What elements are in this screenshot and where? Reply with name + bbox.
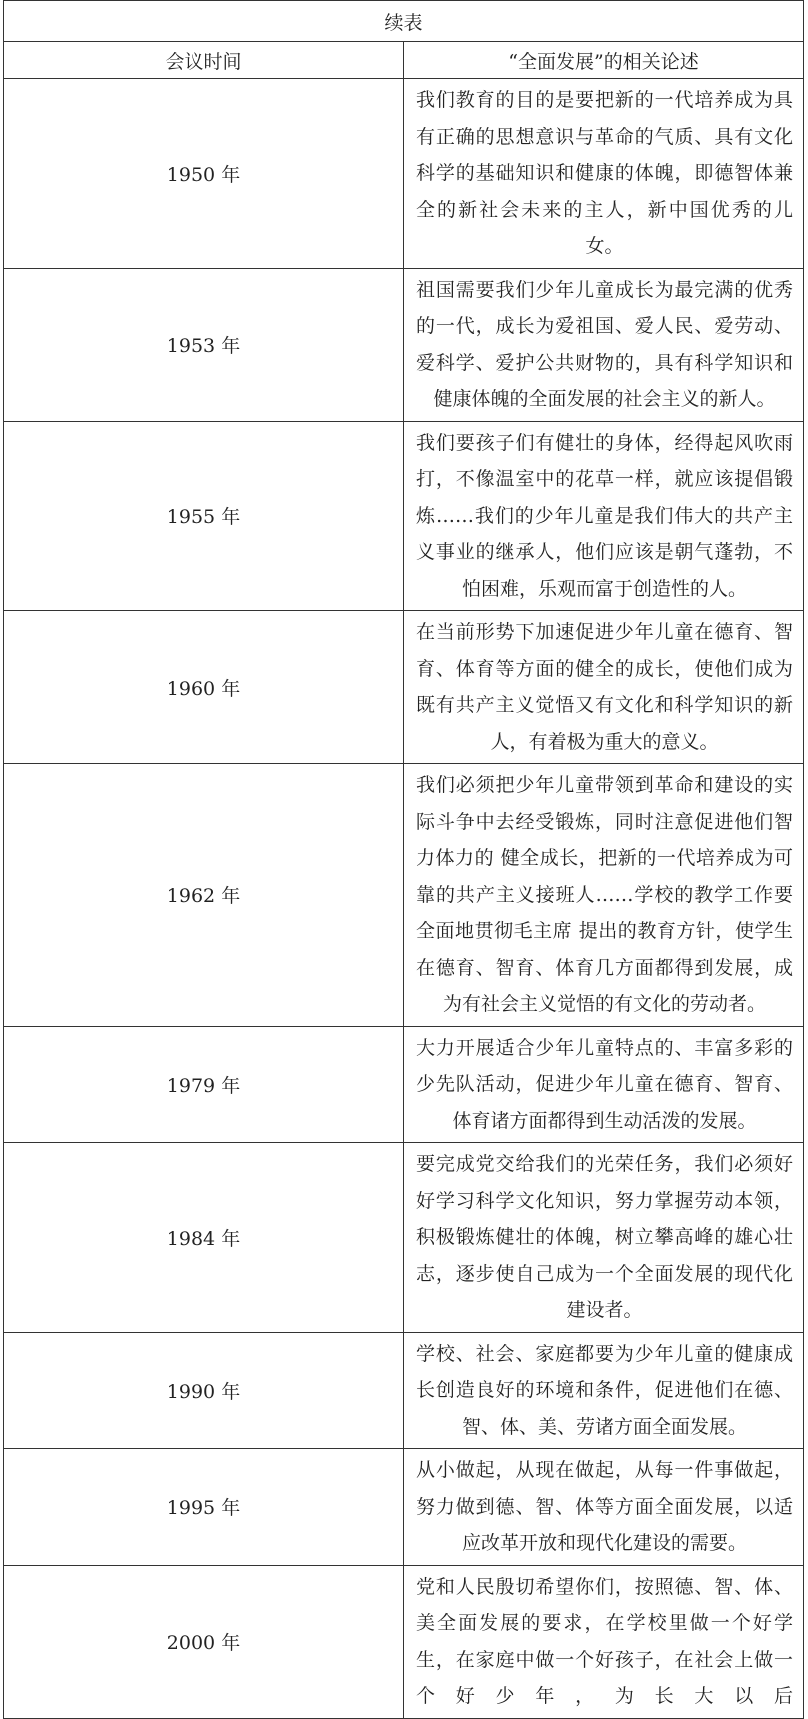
- year-cell: 1955 年: [4, 421, 404, 611]
- year-cell: 1953 年: [4, 268, 404, 421]
- statement-cell: 祖国需要我们少年儿童成长为最完满的优秀的一代，成长为爱祖国、爱人民、爱劳动、爱科学、爱护公共财物的，具有科学知识和健康体魄的全面发展的社会主义的新人。: [404, 268, 804, 421]
- year-cell: 1950 年: [4, 79, 404, 269]
- year-cell: 1979 年: [4, 1026, 404, 1143]
- statement-cell: 要完成党交给我们的光荣任务，我们必须好好学习科学文化知识，努力掌握劳动本领，积极锻炼健壮的体魄，树立攀高峰的雄心壮志，逐步使自己成为一个全面发展的现代化建设者。: [404, 1143, 804, 1333]
- statement-cell: 从小做起，从现在做起，从每一件事做起，努力做到德、智、体等方面全面发展，以适应改革开放和现代化建设的需要。: [404, 1449, 804, 1566]
- table-row: [4, 1332, 804, 1449]
- statement-cell: 党和人民殷切希望你们，按照德、智、体、美全面发展的要求，在学校里做一个好学生，在家庭中做一个好孩子，在社会上做一个好少年，为长大以后: [404, 1565, 804, 1718]
- table-row: [4, 1449, 804, 1566]
- statement-cell: 我们教育的目的是要把新的一代培养成为具有正确的思想意识与革命的气质、具有文化科学的基础知识和健康的体魄，即德智体兼全的新社会未来的主人，新中国优秀的儿女。: [404, 79, 804, 269]
- header-related-statements: “全面发展”的相关论述: [404, 42, 804, 79]
- year-cell: 1962 年: [4, 764, 404, 1027]
- year-cell: 1984 年: [4, 1143, 404, 1333]
- table-row: [4, 1026, 804, 1143]
- table-row: [4, 1143, 804, 1333]
- table-row: [4, 1565, 804, 1718]
- table-row: [4, 421, 804, 611]
- table-row: [4, 611, 804, 764]
- year-cell: 1960 年: [4, 611, 404, 764]
- year-cell: 2000 年: [4, 1565, 404, 1718]
- statement-cell: 我们必须把少年儿童带领到革命和建设的实际斗争中去经受锻炼，同时注意促进他们智力体力的 健全成长，把新的一代培养成为可靠的共产主义接班人……学校的教学工作要全面地贯彻毛主席 提出的教育方针，使学生在德育、智育、体育几方面都得到发展，成为有社会主义觉悟的有文化的劳动者。: [404, 764, 804, 1027]
- year-cell: 1995 年: [4, 1449, 404, 1566]
- table-row: [4, 268, 804, 421]
- statement-cell: 我们要孩子们有健壮的身体，经得起风吹雨打，不像温室中的花草一样，就应该提倡锻炼……我们的少年儿童是我们伟大的共产主义事业的继承人，他们应该是朝气蓬勃，不怕困难，乐观而富于创造性的人。: [404, 421, 804, 611]
- year-cell: 1990 年: [4, 1332, 404, 1449]
- table-caption: 续表: [4, 1, 804, 42]
- table-row: [4, 764, 804, 1027]
- speeches-table: [3, 0, 804, 1719]
- statement-cell: 在当前形势下加速促进少年儿童在德育、智育、体育等方面的健全的成长，使他们成为既有共产主义觉悟又有文化和科学知识的新人，有着极为重大的意义。: [404, 611, 804, 764]
- statement-cell: 大力开展适合少年儿童特点的、丰富多彩的少先队活动，促进少年儿童在德育、智育、体育诸方面都得到生动活泼的发展。: [404, 1026, 804, 1143]
- header-meeting-time: 会议时间: [4, 42, 404, 79]
- table-row: [4, 79, 804, 269]
- statement-cell: 学校、社会、家庭都要为少年儿童的健康成长创造良好的环境和条件，促进他们在德、智、体、美、劳诸方面全面发展。: [404, 1332, 804, 1449]
